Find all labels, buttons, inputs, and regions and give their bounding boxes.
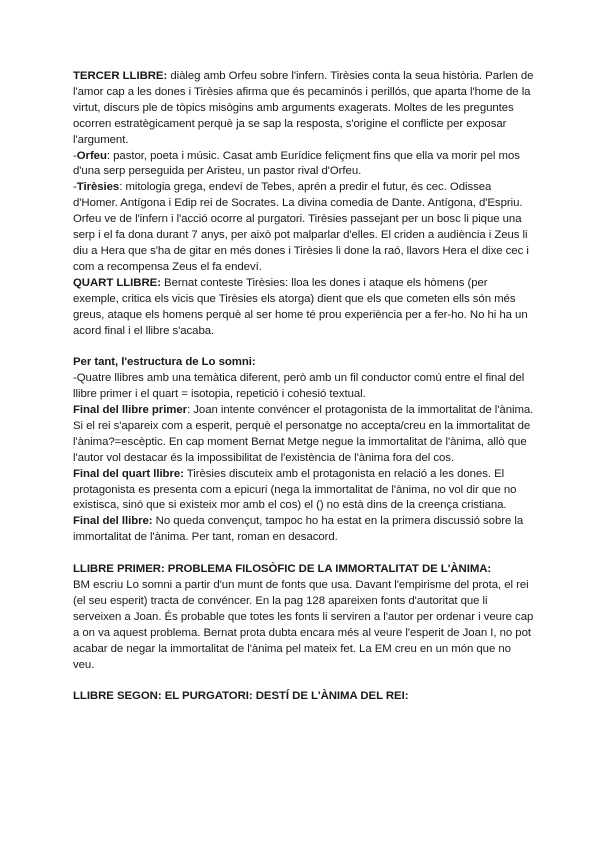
heading-llibre-primer: LLIBRE PRIMER: PROBLEMA FILOSÒFIC DE LA IMMORTALITAT DE L'ÀNIMA:	[73, 563, 492, 576]
paragraph-tiresies	[73, 180, 535, 212]
paragraph-final-llibre	[73, 514, 535, 546]
text-tercer-llibre: diàleg amb Orfeu sobre l'infern. Tirèsies conta la seua història. Parlen de l'amor cap a les dones i Tirèsies afirma que és pecaminós i perillós, que aparta l'home de la virtut, discurs ple de tòpics misògins amb arguments exagerats. Moltes de les preguntes ocorren estratègicament perquè ja se sap la resposta, s'origine el conflicte per exposar l'argument.	[73, 70, 534, 146]
dash-orfeu: -	[73, 149, 77, 162]
text-final-quart: Tirèsies discuteix amb el protagonista en relació a les dones. El protagonista es presenta com a epicuri (nega la immortalitat de l'ànima, no vol dir que no existisca, sinó que si existeix mor amb el cos) el () no està dins de la creença cristiana.	[73, 467, 517, 512]
document-page	[73, 69, 535, 705]
label-tercer-llibre: TERCER LLIBRE:	[73, 70, 168, 82]
label-final-llibre: Final del llibre:	[73, 515, 153, 528]
text-orfeu: : pastor, poeta i músic. Casat amb Eurídice feliçment fins que ella va morir pel mos d'una serp perseguida per Aristeu, un pastor rival d'Orfeu.	[73, 149, 520, 178]
label-orfeu: Orfeu	[76, 149, 107, 162]
paragraph-final-quart	[73, 467, 535, 515]
heading-estructura: Per tant, l'estructura de Lo somni:	[73, 356, 256, 369]
dash-tiresies: -	[73, 181, 77, 194]
label-final-quart: Final del quart llibre:	[73, 467, 184, 480]
text-tiresies: : mitologia grega, endeví de Tebes, aprén a predir el futur, és cec. Odissea d'Homer. Antígona i Edip rei de Socrates. La divina comedia de Dante. Antígona, d'Espriu.	[73, 181, 523, 210]
heading-llibre-segon: LLIBRE SEGON: EL PURGATORI: DESTÍ DE L'ÀNIMA DEL REI:	[73, 690, 409, 703]
paragraph-purgatori: Orfeu ve de l'infern i l'acció ocorre al purgatori. Tirèsies passejant per un bosc li pique una serp i el fa dona durant 7 anys, per això pot malparlar d'elles. El criden a audiència i Zeus li diu a Hera que s'ha de gitar en més dones i Tirèsies li done la raó, llavors Hera el dixe cec i com a recompensa Zeus el fa endeví.	[73, 213, 529, 273]
paragraph-llibre-primer: BM escriu Lo somni a partir d'un munt de fonts que usa. Davant l'empirisme del prota, el rei (el seu esperit) tracta de convéncer. En la pag 128 apareixen fonts d'autoritat que li serveixen a Joan. És probable que totes les fonts li serviren a l'autor per ordenar i veure cap a on va aquest problema. Bernat prota dubta encara més al veure l'esperit de Joan I, no pot acabar de negar la immortalitat de l'ànima pel mateix fet. La EM creu en un món que no veu.	[73, 578, 534, 671]
text-final-primer: : Joan intente convéncer el protagonista de la immortalitat de l'ànima. Si el rei s'apareix com a esperit, perquè el personatge no accepta/creu en la immortalitat de l'ànima?=escèptic. En cap moment Bernat Metge negue la immortalitat de l'ànima, allò que l'autor vol destacar és la impossibilitat de l'existència de l'ànima fora del cos.	[73, 404, 534, 464]
text-quart-llibre: Bernat conteste Tirèsies: lloa les dones i ataque els hòmens (per exemple, critica els vicis que Tirèsies els atorga) dient que els que cometen ells són més greus, ataque els homens perquè al ser home té prou experiència per a fer-ho. No hi ha un acord final i el llibre s'acaba.	[73, 276, 528, 337]
paragraph-quart-llibre	[73, 276, 535, 340]
label-tiresies: Tirèsies	[76, 181, 120, 194]
label-quart-llibre: QUART LLIBRE:	[73, 276, 161, 289]
text-final-llibre: No queda convençut, tampoc ho ha estat en la primera discussió sobre la immortalitat de l'ànima. Per tant, roman en desacord.	[73, 515, 524, 544]
paragraph-estructura-intro: -Quatre llibres amb una temàtica diferent, però amb un fil conductor comú entre el final del llibre primer i el quart = isotopia, repetició i cohesió textual.	[73, 372, 525, 401]
label-final-primer: Final del llibre primer	[73, 404, 188, 417]
paragraph-orfeu	[73, 149, 535, 181]
paragraph-final-primer	[73, 403, 535, 467]
paragraph-tercer-llibre	[73, 69, 535, 149]
